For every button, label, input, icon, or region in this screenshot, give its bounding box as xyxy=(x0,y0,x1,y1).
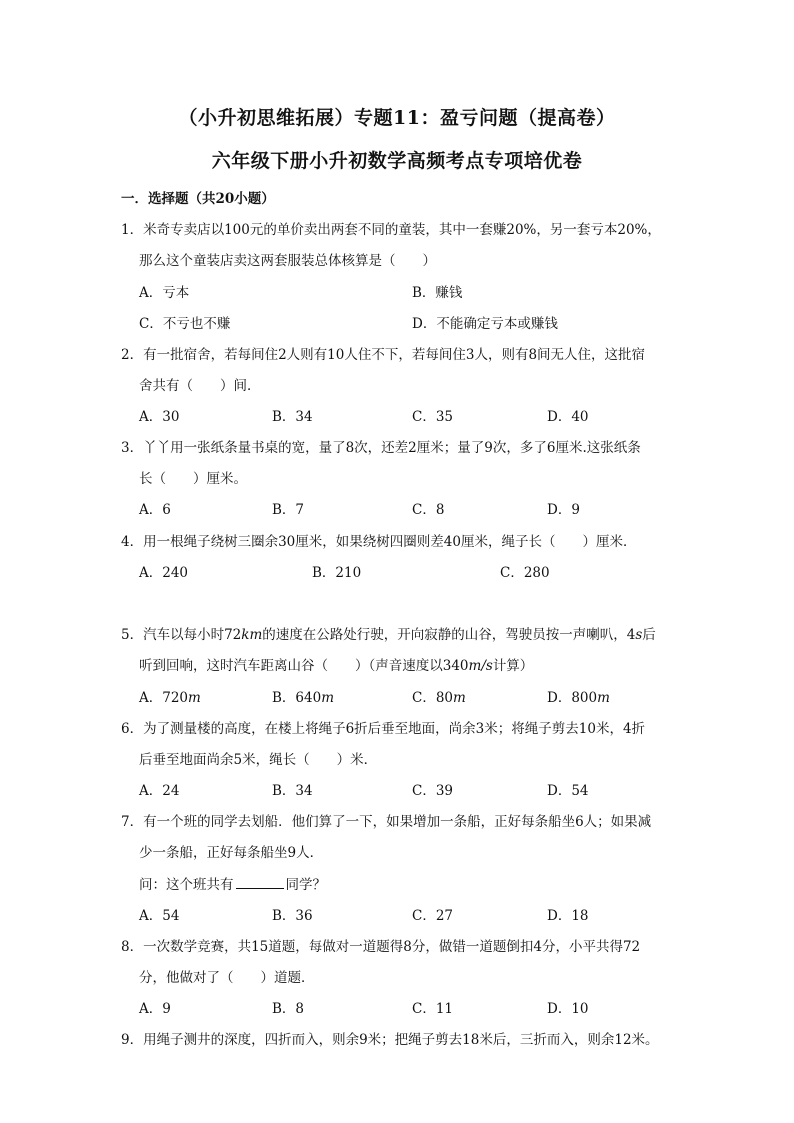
question-7-option-a: A．54 xyxy=(139,908,180,924)
question-7-line-2: 少一条船，正好每条船坐9人． xyxy=(139,845,324,861)
question-2-option-c: C．35 xyxy=(412,409,454,425)
question-2-option-d: D．40 xyxy=(547,409,589,425)
question-6-line-1: 6．为了测量楼的高度，在楼上将绳子6折后垂至地面，尚余3米；将绳子剪去10米，4折 xyxy=(121,721,646,737)
question-1-option-b: B．赚钱 xyxy=(412,285,463,301)
question-7-ask xyxy=(139,873,326,893)
question-2-line-1: 2．有一批宿舍，若每间住2人则有10人住不下，若每间住3人，则有8间无人住，这批宿 xyxy=(121,347,646,363)
question-1-option-a: A．亏本 xyxy=(139,285,190,301)
question-3-option-c: C．8 xyxy=(412,502,445,518)
question-3-line-2: 长（ ）厘米。 xyxy=(139,471,247,487)
question-7-option-d: D．18 xyxy=(547,908,589,924)
question-4-option-c: C．280 xyxy=(500,565,550,581)
question-3-option-d: D．9 xyxy=(547,502,580,518)
question-8-option-d: D．10 xyxy=(547,1001,589,1017)
question-7-option-b: B．36 xyxy=(272,908,313,924)
question-5-unit-km: km xyxy=(241,627,263,643)
question-5-line-1 xyxy=(121,623,656,643)
question-1-line-2: 那么这个童装店卖这两套服装总体核算是（ ） xyxy=(139,253,436,269)
question-6-option-c: C．39 xyxy=(412,783,454,799)
question-5-text-5: 计算） xyxy=(492,658,534,674)
question-5-option-c: C．80m xyxy=(412,690,466,706)
question-5-unit-s: s xyxy=(635,627,643,643)
page-subtitle: 六年级下册小升初数学高频考点专项培优卷 xyxy=(211,150,583,172)
question-5-option-d: D．800m xyxy=(547,690,610,706)
question-8-line-2: 分，他做对了（ ）道题． xyxy=(139,970,315,986)
question-8-option-a: A．9 xyxy=(139,1001,171,1017)
question-5-text-4: 听到回响，这时汽车距离山谷（ ）（声音速度以340 xyxy=(139,658,469,674)
question-7-ask-pre: 问：这个班共有 xyxy=(139,877,234,893)
question-8-line-1: 8．一次数学竞赛，共15道题，每做对一道题得8分，做错一道题倒扣4分，小平共得72 xyxy=(121,939,641,955)
question-6-option-b: B．34 xyxy=(272,783,313,799)
question-5-line-2 xyxy=(139,654,533,674)
question-7-option-c: C．27 xyxy=(412,908,454,924)
question-8-option-c: C．11 xyxy=(412,1001,454,1017)
question-5-option-b: B．640m xyxy=(272,690,335,706)
answer-blank[interactable] xyxy=(236,875,284,889)
question-1-option-d: D．不能确定亏本或赚钱 xyxy=(412,316,558,332)
question-7-ask-post: 同学？ xyxy=(285,877,326,893)
page-title: （小升初思维拓展）专题11：盈亏问题（提高卷） xyxy=(178,107,616,129)
question-2-line-2: 舍共有（ ）间． xyxy=(139,378,261,394)
question-5-unit-ms: m/s xyxy=(468,658,493,674)
question-3-line-1: 3．丫丫用一张纸条量书桌的宽，量了8次，还差2厘米；量了9次，多了6厘米.这张纸条 xyxy=(121,440,641,456)
question-5-text-2: 的速度在公路处行驶，开向寂静的山谷，驾驶员按一声喇叭，4 xyxy=(262,627,636,643)
question-2-option-a: A．30 xyxy=(139,409,180,425)
question-7-line-1: 7．有一个班的同学去划船．他们算了一下，如果增加一条船，正好每条船坐6人；如果减 xyxy=(121,814,652,830)
section-heading: 一．选择题（共20小题） xyxy=(121,191,275,207)
question-6-option-a: A．24 xyxy=(139,783,180,799)
question-5-text-1: 5．汽车以每小时72 xyxy=(121,627,242,643)
question-6-option-d: D．54 xyxy=(547,783,589,799)
question-4-option-a: A．240 xyxy=(139,565,189,581)
question-5-text-3: 后 xyxy=(642,627,656,643)
question-2-option-b: B．34 xyxy=(272,409,313,425)
question-6-line-2: 后垂至地面尚余5米，绳长（ ）米． xyxy=(139,752,378,768)
question-1-option-c: C．不亏也不赚 xyxy=(139,316,231,332)
question-3-option-a: A．6 xyxy=(139,502,171,518)
question-4-option-b: B．210 xyxy=(312,565,362,581)
question-5-option-a: A．720m xyxy=(139,690,201,706)
question-1-line-1: 1．米奇专卖店以100元的单价卖出两套不同的童装，其中一套赚20%，另一套亏本20%， xyxy=(121,222,661,238)
question-9-line-1: 9．用绳子测井的深度，四折而入，则余9米；把绳子剪去18米后，三折而入，则余12米。 xyxy=(121,1032,659,1048)
question-8-option-b: B．8 xyxy=(272,1001,305,1017)
question-4-line-1: 4．用一根绳子绕树三圈余30厘米，如果绕树四圈则差40厘米，绳子长（ ）厘米． xyxy=(121,534,637,550)
question-3-option-b: B．7 xyxy=(272,502,305,518)
